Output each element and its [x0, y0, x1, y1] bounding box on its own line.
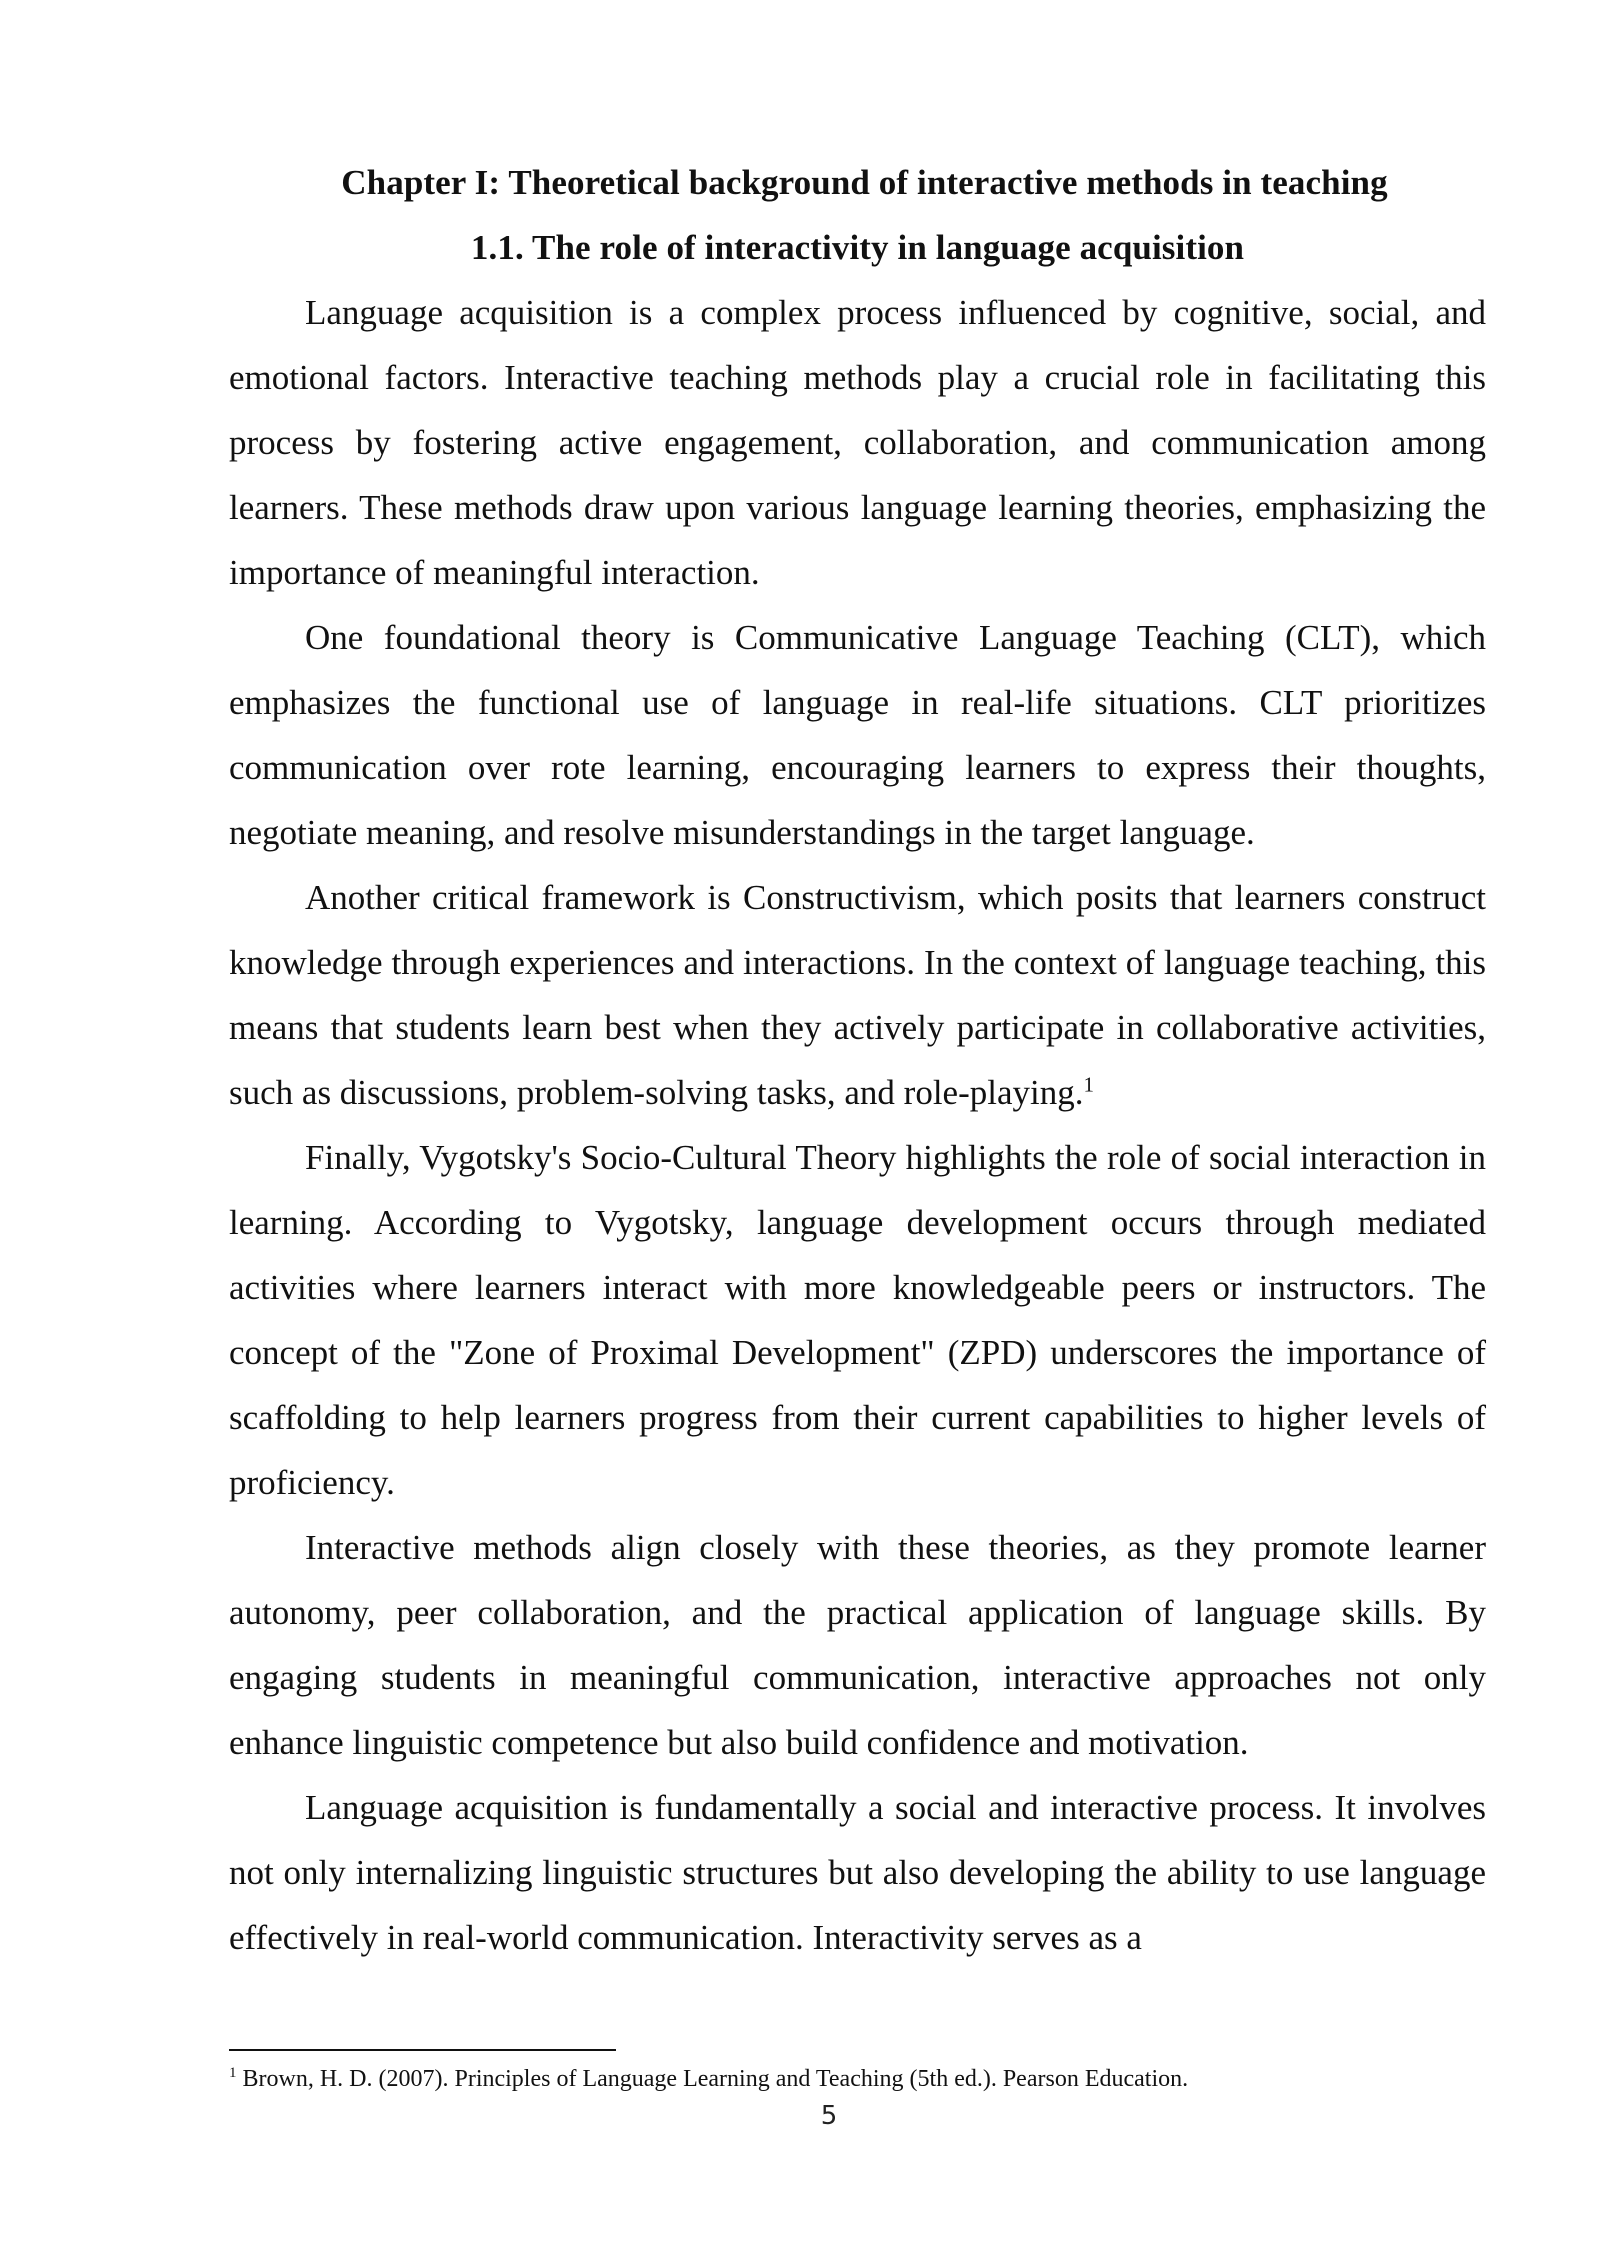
footnote-reference: 1 — [1083, 1072, 1094, 1097]
footnote-marker: 1 — [229, 2065, 237, 2081]
paragraph-3 — [229, 865, 1486, 1125]
page-number: 5 — [820, 2101, 838, 2131]
paragraph-3-text: Another critical framework is Constructivism, which posits that learners construct knowledge through experiences and interactions. In the context of language teaching, this means that students learn best when they actively participate in collaborative activities, such as discussions, problem-solving tasks, and role-playing. — [229, 878, 1486, 1112]
chapter-title: Chapter I: Theoretical background of interactive methods in teaching — [341, 163, 1388, 202]
footnote — [229, 2064, 1486, 2094]
paragraph-6: Language acquisition is fundamentally a social and interactive process. It involves not only internalizing linguistic structures but also developing the ability to use language effectively in real-world communication. Interactivity serves as a — [229, 1788, 1486, 1957]
paragraph-5: Interactive methods align closely with these theories, as they promote learner autonomy, peer collaboration, and the practical application of language skills. By engaging students in meaningful communication, interactive approaches not only enhance linguistic competence but also build confidence and motivation. — [229, 1528, 1486, 1762]
footnote-separator — [229, 2049, 616, 2051]
footnote-text: Brown, H. D. (2007). Principles of Language Learning and Teaching (5th ed.). Pearson Education. — [242, 2066, 1189, 2092]
paragraph-4: Finally, Vygotsky's Socio-Cultural Theory highlights the role of social interaction in learning. According to Vygotsky, language development occurs through mediated activities where learners interact with more knowledgeable peers or instructors. The concept of the "Zone of Proximal Development" (ZPD) underscores the importance of scaffolding to help learners progress from their current capabilities to higher levels of proficiency. — [229, 1138, 1486, 1502]
page-body — [229, 150, 1486, 1970]
section-title: 1.1. The role of interactivity in language acquisition — [470, 228, 1245, 267]
paragraph-1: Language acquisition is a complex process influenced by cognitive, social, and emotional factors. Interactive teaching methods play a crucial role in facilitating this process by fostering active engagement, collaboration, and communication among learners. These methods draw upon various language learning theories, emphasizing the importance of meaningful interaction. — [229, 293, 1486, 592]
paragraph-2: One foundational theory is Communicative Language Teaching (CLT), which emphasizes the functional use of language in real-life situations. CLT prioritizes communication over rote learning, encouraging learners to express their thoughts, negotiate meaning, and resolve misunderstandings in the target language. — [229, 618, 1486, 852]
